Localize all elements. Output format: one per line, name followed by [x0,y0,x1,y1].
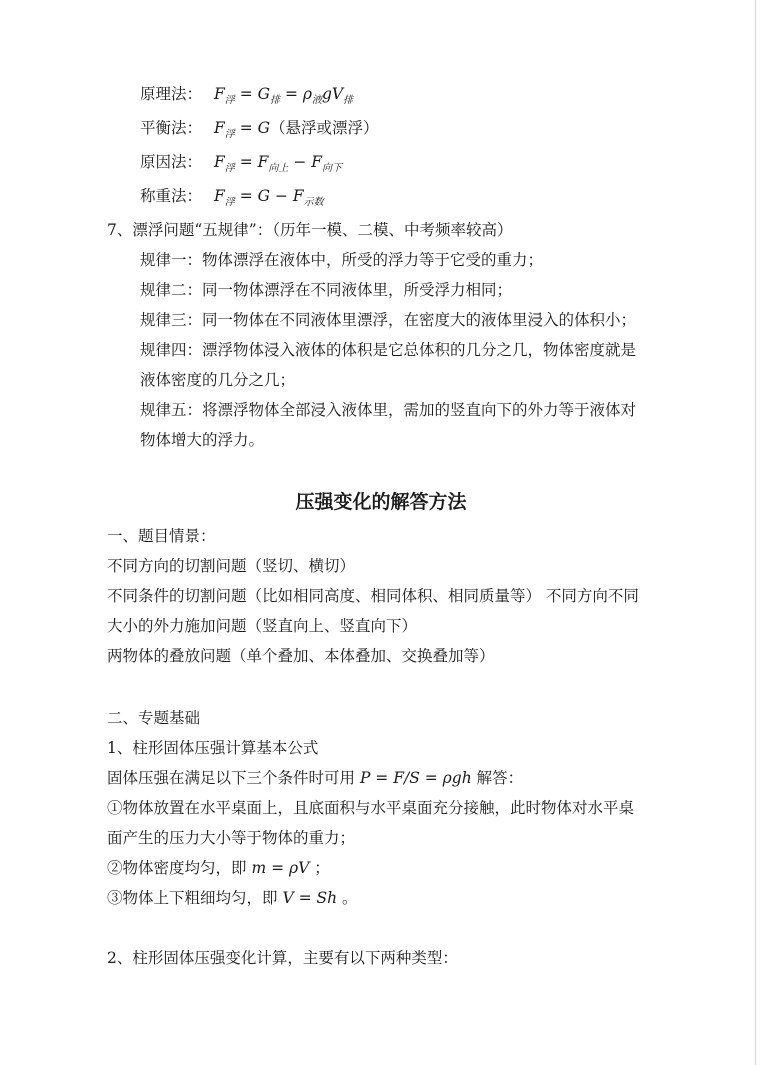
condition-2: ②物体密度均匀，即 m = ρV ； [107,859,330,877]
method-line-3 [140,150,342,174]
method-line-4 [140,184,324,208]
rule-line-5: 规律五：将漂浮物体全部浸入液体里，需加的竖直向下的外力等于液体对 [140,401,637,419]
method-label: 原因法： [140,153,203,171]
part2-heading: 二、专题基础 [107,709,201,727]
method-formula: $F_浮 = G_排 = \rho_液gV_排$ [214,85,354,106]
part2-sub2: 2、柱形固体压强变化计算，主要有以下两种类型： [107,949,458,967]
rule-line-4-cont: 液体密度的几分之几； [140,371,296,389]
method-label: 原理法： [140,85,203,103]
rule-line-3: 规律三：同一物体在不同液体里漂浮，在密度大的液体里浸入的体积小； [140,311,637,329]
rule-line-4: 规律四：漂浮物体浸入液体的体积是它总体积的几分之几，物体密度就是 [140,341,637,359]
condition-intro: 固体压强在满足以下三个条件时可用 P = F/S = ρgh 解答： [107,769,524,787]
part1-heading: 一、题目情景： [107,527,216,545]
method-label: 称重法： [140,187,203,205]
volume-formula: V = Sh [282,889,338,907]
density-formula: m = ρV [251,859,310,877]
method-formula: $F_浮 = G$ [214,119,271,140]
method-label: 平衡法： [140,119,203,137]
part1-line-4: 两物体的叠放问题（单个叠加、本体叠加、交换叠加等） [107,647,495,665]
method-line-2 [140,116,379,140]
part1-line-1: 不同方向的切割问题（竖切、横切） [107,557,356,575]
section-title: 压强变化的解答方法 [295,491,467,513]
condition-3: ③物体上下粗细均匀，即 V = Sh 。 [107,889,358,907]
part2-sub1: 1、柱形固体压强计算基本公式 [107,739,319,757]
condition-1a: ①物体放置在水平桌面上，且底面积与水平桌面充分接触，此时物体对水平桌 [107,799,635,817]
rule-line-5-cont: 物体增大的浮力。 [140,431,265,449]
pressure-formula: P = F/S = ρgh [359,769,472,787]
method-formula: $F_浮 = F_{向上} - F_{向下}$ [214,153,342,174]
method-line-1 [140,82,353,106]
rule-line-1: 规律一：物体漂浮在液体中，所受的浮力等于它受的重力； [140,251,544,269]
part1-line-2: 不同条件的切割问题（比如相同高度、相同体积、相同质量等） 不同方向不同 [107,587,639,605]
rule-line-2: 规律二：同一物体漂浮在不同液体里，所受浮力相同； [140,281,513,299]
condition-1b: 面产生的压力大小等于物体的重力； [107,829,356,847]
method-formula: $F_浮 = G - F_{示数}$ [214,187,324,208]
rules-heading: 7、漂浮问题“五规律”：（历年一模、二模、中考频率较高） [107,221,513,239]
method-note: （悬浮或漂浮） [270,119,379,137]
part1-line-3: 大小的外力施加问题（竖直向上、竖直向下） [107,617,418,635]
